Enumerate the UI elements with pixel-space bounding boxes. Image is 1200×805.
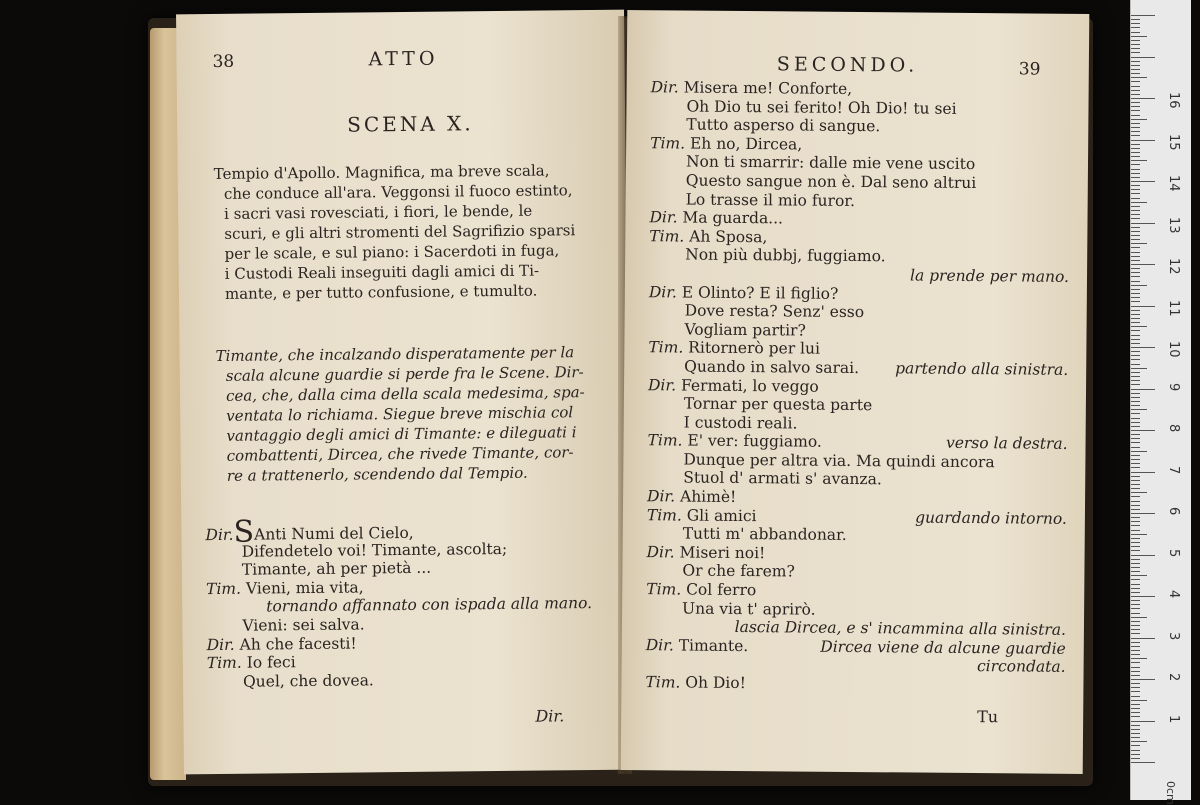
ruler-tick xyxy=(1131,521,1140,522)
running-head: ATTO xyxy=(368,47,439,71)
ruler-tick xyxy=(1131,293,1140,294)
running-head: SECONDO. xyxy=(776,53,919,77)
ruler-tick xyxy=(1131,90,1140,91)
dialogue-text: Col ferro xyxy=(681,580,757,600)
dialogue-text: Difendetelo voi! Timante, ascolta; xyxy=(241,539,508,561)
ruler-tick xyxy=(1131,210,1140,211)
ruler-tick xyxy=(1131,185,1140,186)
ruler-tick xyxy=(1131,156,1140,157)
dialogue-text: Timante, ah per pietà ... xyxy=(241,558,432,579)
ruler-tick xyxy=(1131,401,1140,402)
ruler-tick xyxy=(1131,330,1140,331)
ruler-tick xyxy=(1131,218,1140,219)
dialogue-text: Quando in salvo sarai. xyxy=(684,357,860,377)
ruler-tick xyxy=(1131,98,1155,99)
ruler-tick xyxy=(1131,44,1140,45)
speaker-label: Dir. xyxy=(650,78,679,97)
ruler-tick xyxy=(1131,384,1140,385)
ruler-number: 5 xyxy=(1166,548,1181,557)
ruler-tick xyxy=(1131,725,1140,726)
ruler-tick xyxy=(1131,418,1140,419)
ruler-tick xyxy=(1131,264,1155,265)
ruler-tick xyxy=(1131,393,1140,394)
measurement-ruler xyxy=(1130,0,1191,805)
ruler-tick xyxy=(1131,654,1140,655)
ruler-tick xyxy=(1131,513,1155,514)
dialogue-text: Oh Dio tu sei ferito! Oh Dio! tu sei xyxy=(686,97,957,118)
dialogue-text: Ah Sposa, xyxy=(684,227,768,246)
dialogue-text: Una via t' aprirò. xyxy=(682,599,816,619)
ruler-number: 10 xyxy=(1166,341,1181,358)
ruler-tick xyxy=(1131,206,1140,207)
ruler-tick xyxy=(1131,592,1140,593)
ruler-tick xyxy=(1131,69,1140,70)
speaker-label: Tim. xyxy=(206,653,242,673)
ruler-tick xyxy=(1131,721,1155,722)
stage-line: mante, e per tutto confusione, e tumulto. xyxy=(224,281,538,303)
speaker-label: Dir. xyxy=(647,487,676,506)
ruler-tick xyxy=(1131,758,1140,759)
stage-direction-inline: la prende per mano. xyxy=(909,266,1070,286)
ruler-tick xyxy=(1131,505,1140,506)
ruler-number: 12 xyxy=(1166,258,1181,275)
ruler-tick xyxy=(1131,671,1140,672)
ruler-tick xyxy=(1131,231,1140,232)
ruler-tick xyxy=(1131,285,1147,286)
ruler-tick xyxy=(1131,621,1140,622)
ruler-tick xyxy=(1131,306,1155,307)
stage-line: vantaggio degli amici di Timante: e dileguati i xyxy=(226,423,577,445)
ruler-tick xyxy=(1131,737,1140,738)
ruler-tick xyxy=(1131,314,1140,315)
speaker-label: Dir. xyxy=(649,208,678,227)
stage-direction-inline: partendo alla sinistra. xyxy=(895,359,1069,379)
ruler-tick xyxy=(1131,364,1140,365)
ruler-tick xyxy=(1131,409,1147,410)
catchword: Tu xyxy=(977,707,999,727)
dialogue-text: E Olinto? E il figlio? xyxy=(676,282,839,303)
dialogue-text: Ah che facesti! xyxy=(234,634,357,654)
ruler-tick xyxy=(1131,140,1155,141)
ruler-number: 8 xyxy=(1166,424,1181,433)
ruler-tick xyxy=(1131,152,1140,153)
ruler-tick xyxy=(1131,94,1140,95)
ruler-tick xyxy=(1131,223,1155,224)
stage-direction-inline: guardando intorno. xyxy=(915,508,1067,528)
stage-line: re a trattenerlo, scendendo dal Tempio. xyxy=(226,463,528,485)
stage-direction-inline: circondata. xyxy=(976,657,1066,677)
stage-line: ventata lo richiama. Siegue breve mischia col xyxy=(226,403,574,425)
ruler-tick xyxy=(1131,750,1140,751)
ruler-tick xyxy=(1131,762,1155,763)
ruler-tick xyxy=(1131,202,1147,203)
ruler-tick xyxy=(1131,339,1140,340)
dialogue-text: Miseri noi! xyxy=(674,543,766,563)
ruler-tick xyxy=(1131,177,1140,178)
ruler-tick xyxy=(1131,542,1140,543)
ruler-tick xyxy=(1131,754,1140,755)
ruler-tick xyxy=(1131,459,1140,460)
left-page xyxy=(176,10,632,775)
dialogue-text: Misera me! Conforte, xyxy=(678,78,853,98)
ruler-tick xyxy=(1131,704,1140,705)
ruler-tick xyxy=(1131,617,1147,618)
ruler-tick xyxy=(1131,716,1140,717)
stage-line: cea, che, dalla cima della scala medesima, spa- xyxy=(225,383,585,405)
ruler-tick xyxy=(1131,239,1140,240)
scene-title: SCENA X. xyxy=(347,111,474,137)
ruler-tick xyxy=(1131,708,1140,709)
ruler-tick xyxy=(1131,642,1140,643)
ruler-tick xyxy=(1131,32,1140,33)
ruler-tick xyxy=(1131,347,1155,348)
ruler-tick xyxy=(1131,467,1140,468)
ruler-tick xyxy=(1131,455,1140,456)
ruler-tick xyxy=(1131,579,1140,580)
ruler-tick xyxy=(1131,613,1140,614)
ruler-tick xyxy=(1131,281,1140,282)
drop-cap: S xyxy=(233,514,255,550)
stage-line: i Custodi Reali inseguiti dagli amici di Ti- xyxy=(224,261,540,283)
stage-line: scuri, e gli altri stromenti del Sagrifizio sparsi xyxy=(224,221,576,243)
ruler-tick xyxy=(1131,696,1140,697)
ruler-tick xyxy=(1131,625,1140,626)
ruler-tick xyxy=(1131,426,1140,427)
dialogue-text: Vogliam partir? xyxy=(684,320,806,340)
ruler-tick xyxy=(1131,61,1140,62)
ruler-unit-label: 0cm xyxy=(1164,781,1177,805)
ruler-tick xyxy=(1131,492,1147,493)
catchword: Dir. xyxy=(535,706,565,726)
dialogue-text: E' ver: fuggiamo. xyxy=(682,431,822,451)
ruler-tick xyxy=(1131,243,1147,244)
dialogue-text: Ahimè! xyxy=(675,487,737,507)
ruler-tick xyxy=(1131,463,1140,464)
dialogue-text: Ritornerò per lui xyxy=(683,338,821,359)
ruler-tick xyxy=(1131,252,1140,253)
ruler-tick xyxy=(1131,741,1147,742)
ruler-tick xyxy=(1131,115,1140,116)
ruler-tick xyxy=(1131,318,1140,319)
ruler-tick xyxy=(1131,119,1147,120)
ruler-tick xyxy=(1131,372,1140,373)
ruler-tick xyxy=(1131,301,1140,302)
ruler-tick xyxy=(1131,247,1140,248)
ruler-tick xyxy=(1131,484,1140,485)
ruler-tick xyxy=(1131,555,1155,556)
speaker-label: Tim. xyxy=(205,579,242,598)
dialogue-text: Stuol d' armati s' avanza. xyxy=(683,468,882,489)
dialogue-text: Vieni, mia vita, xyxy=(240,578,364,598)
ruler-tick xyxy=(1131,679,1155,680)
page-number: 38 xyxy=(212,51,235,72)
ruler-tick xyxy=(1131,559,1140,560)
ruler-tick xyxy=(1131,289,1140,290)
ruler-tick xyxy=(1131,550,1140,551)
speaker-label: Dir. xyxy=(645,635,674,655)
dialogue-block xyxy=(645,78,1070,695)
ruler-tick xyxy=(1131,343,1140,344)
ruler-tick xyxy=(1131,430,1155,431)
ruler-tick xyxy=(1131,733,1140,734)
dialogue-text: Or che farem? xyxy=(682,561,795,581)
ruler-number: 4 xyxy=(1166,590,1181,599)
speaker-label: Dir. xyxy=(647,375,677,394)
ruler-tick xyxy=(1131,604,1140,605)
ruler-tick xyxy=(1131,389,1155,390)
dialogue-line xyxy=(207,669,617,692)
ruler-number: 3 xyxy=(1166,631,1181,640)
stage-line: scala alcune guardie si perde fra le Scene. Dir- xyxy=(225,363,584,385)
ruler-number: 11 xyxy=(1166,299,1181,317)
dialogue-text: I custodi reali. xyxy=(683,413,798,433)
ruler-tick xyxy=(1131,127,1140,128)
ruler-tick xyxy=(1131,355,1140,356)
ruler-tick xyxy=(1131,15,1155,16)
ruler-tick xyxy=(1131,413,1140,414)
ruler-tick xyxy=(1131,496,1140,497)
ruler-tick xyxy=(1131,538,1140,539)
ruler-tick xyxy=(1131,268,1140,269)
dialogue-text: Tutto asperso di sangue. xyxy=(686,115,881,136)
speaker-label: Tim. xyxy=(647,431,683,450)
ruler-tick xyxy=(1131,488,1140,489)
dialogue-text: Ma guarda... xyxy=(677,208,784,228)
dialogue-text: Quel, che dovea. xyxy=(242,671,374,691)
stage-direction-inline: verso la destra. xyxy=(945,434,1068,454)
ruler-tick xyxy=(1131,447,1140,448)
ruler-tick xyxy=(1131,297,1140,298)
ruler-tick xyxy=(1131,19,1140,20)
ruler-number: 15 xyxy=(1166,133,1181,151)
stage-direction-action xyxy=(216,342,617,486)
dialogue-text: Oh Dio! xyxy=(680,673,746,693)
ruler-tick xyxy=(1131,376,1140,377)
stage-line: Tempio d'Apollo. Magnifica, ma breve scala, xyxy=(213,161,550,183)
dialogue-text: Tornar per questa parte xyxy=(683,394,873,415)
ruler-number: 9 xyxy=(1166,382,1181,391)
dialogue-text: Dove resta? Senz' esso xyxy=(684,301,865,322)
ruler-tick xyxy=(1131,546,1140,547)
ruler-tick xyxy=(1131,575,1147,576)
ruler-tick xyxy=(1131,517,1140,518)
ruler-number: 7 xyxy=(1166,465,1181,474)
ruler-tick xyxy=(1131,235,1140,236)
ruler-tick xyxy=(1131,646,1140,647)
ruler-tick xyxy=(1131,438,1140,439)
ruler-tick xyxy=(1131,160,1147,161)
ruler-tick xyxy=(1131,472,1155,473)
ruler-tick xyxy=(1131,691,1140,692)
dialogue-line xyxy=(645,673,1065,695)
ruler-tick xyxy=(1131,86,1140,87)
ruler-tick xyxy=(1131,667,1140,668)
ruler-tick xyxy=(1131,102,1140,103)
speaker-label: Tim. xyxy=(646,505,682,525)
speaker-label: Dir. xyxy=(646,543,675,562)
ruler-number: 16 xyxy=(1166,92,1181,109)
ruler-tick xyxy=(1131,476,1140,477)
ruler-tick xyxy=(1131,629,1140,630)
ruler-tick xyxy=(1131,596,1155,597)
ruler-tick xyxy=(1131,181,1155,182)
ruler-tick xyxy=(1131,77,1147,78)
ruler-tick xyxy=(1131,52,1140,53)
ruler-tick xyxy=(1131,687,1140,688)
ruler-tick xyxy=(1131,256,1140,257)
ruler-tick xyxy=(1131,712,1140,713)
ruler-tick xyxy=(1131,638,1155,639)
ruler-tick xyxy=(1131,442,1140,443)
speaker-label: Tim. xyxy=(649,226,685,246)
ruler-tick xyxy=(1131,322,1140,323)
ruler-tick xyxy=(1131,214,1140,215)
stage-direction-inline: lascia Dircea, e s' incammina alla sinistra. xyxy=(734,618,1067,640)
speaker-label: Dir. xyxy=(206,635,235,654)
ruler-tick xyxy=(1131,169,1140,170)
ruler-tick xyxy=(1131,335,1140,336)
speaker-label: Tim. xyxy=(648,338,684,357)
ruler-tick xyxy=(1131,272,1140,273)
ruler-tick xyxy=(1131,110,1140,111)
ruler-tick xyxy=(1131,260,1140,261)
ruler-tick xyxy=(1131,600,1140,601)
ruler-tick xyxy=(1131,662,1140,663)
ruler-tick xyxy=(1131,106,1140,107)
speaker-label: Tim. xyxy=(650,133,686,153)
ruler-tick xyxy=(1131,451,1147,452)
dialogue-text: Lo trasse il mio furor. xyxy=(685,190,856,210)
speaker-label: Tim. xyxy=(646,580,682,599)
ruler-tick xyxy=(1131,650,1140,651)
ruler-number: 14 xyxy=(1166,175,1181,192)
ruler-tick xyxy=(1131,509,1140,510)
ruler-tick xyxy=(1131,73,1140,74)
speaker-label: Dir. xyxy=(648,282,677,301)
ruler-tick xyxy=(1131,480,1140,481)
ruler-tick xyxy=(1131,380,1140,381)
ruler-tick xyxy=(1131,745,1140,746)
ruler-number: 6 xyxy=(1166,507,1181,516)
ruler-tick xyxy=(1131,534,1147,535)
ruler-tick xyxy=(1131,368,1147,369)
ruler-tick xyxy=(1131,633,1140,634)
dialogue-text: Questo sangue non è. Dal seno altrui xyxy=(685,171,977,193)
ruler-tick xyxy=(1131,675,1140,676)
ruler-tick xyxy=(1131,23,1140,24)
ruler-tick xyxy=(1131,359,1140,360)
ruler-tick xyxy=(1131,397,1140,398)
ruler-tick xyxy=(1131,530,1140,531)
ruler-tick xyxy=(1131,700,1147,701)
dialogue-text: tornando affannato con ispada alla mano. xyxy=(266,594,593,616)
right-page xyxy=(621,10,1090,774)
ruler-tick xyxy=(1131,405,1140,406)
ruler-tick xyxy=(1131,584,1140,585)
ruler-tick xyxy=(1131,57,1155,58)
ruler-tick xyxy=(1131,123,1140,124)
stage-direction-inline: Dircea viene da alcune guardie xyxy=(820,637,1066,658)
ruler-tick xyxy=(1131,563,1140,564)
dialogue-text: Gli amici xyxy=(681,506,757,525)
dialogue-block xyxy=(205,514,617,692)
ruler-tick xyxy=(1131,144,1140,145)
ruler-tick xyxy=(1131,326,1147,327)
ruler-tick xyxy=(1131,131,1140,132)
ruler-tick xyxy=(1131,198,1140,199)
ruler-tick xyxy=(1131,48,1140,49)
ruler-tick xyxy=(1131,227,1140,228)
stage-direction-setting xyxy=(214,160,615,304)
ruler-tick xyxy=(1131,683,1140,684)
dialogue-text: Vieni: sei salva. xyxy=(242,615,365,635)
ruler-tick xyxy=(1131,588,1140,589)
stage-line: che conduce all'ara. Veggonsi il fuoco estinto, xyxy=(223,181,573,203)
dialogue-text: Non ti smarrir: dalle mie vene uscito xyxy=(685,152,976,174)
ruler-tick xyxy=(1131,525,1140,526)
stage-line: Timante, che incalzando disperatamente per la xyxy=(215,343,575,365)
page-number: 39 xyxy=(1018,59,1041,80)
ruler-tick xyxy=(1131,148,1140,149)
dialogue-text: Anti Numi del Cielo, xyxy=(253,523,414,544)
stage-line: per le scale, e sul piano: i Sacerdoti in fuga, xyxy=(224,241,560,263)
ruler-tick xyxy=(1131,40,1140,41)
ruler-tick xyxy=(1131,81,1140,82)
dialogue-text: Non più dubbj, fuggiamo. xyxy=(685,245,886,266)
ruler-tick xyxy=(1131,36,1147,37)
ruler-tick xyxy=(1131,567,1140,568)
ruler-tick xyxy=(1131,65,1140,66)
ruler-tick xyxy=(1131,189,1140,190)
ruler-tick xyxy=(1131,729,1140,730)
dialogue-text: Eh no, Dircea, xyxy=(685,134,803,154)
ruler-tick xyxy=(1131,608,1140,609)
ruler-number: 13 xyxy=(1166,216,1181,234)
ruler-tick xyxy=(1131,135,1140,136)
dialogue-text: Fermati, lo veggo xyxy=(676,375,819,396)
dialogue-text: Timante. xyxy=(673,636,749,655)
ruler-tick xyxy=(1131,501,1140,502)
ruler-tick xyxy=(1131,164,1140,165)
ruler-tick xyxy=(1131,422,1140,423)
ruler-tick xyxy=(1131,434,1140,435)
dialogue-text: Io feci xyxy=(241,653,296,672)
ruler-tick xyxy=(1131,571,1140,572)
ruler-tick xyxy=(1131,658,1147,659)
ruler-tick xyxy=(1131,276,1140,277)
stage-line: combattenti, Dircea, che rivede Timante, cor- xyxy=(226,443,574,465)
stage-line: i sacri vasi rovesciati, i fiori, le bende, le xyxy=(224,201,533,223)
ruler-number: 1 xyxy=(1166,714,1181,723)
ruler-tick xyxy=(1131,351,1140,352)
dialogue-text: Tutti m' abbandonar. xyxy=(682,524,847,545)
ruler-tick xyxy=(1131,193,1140,194)
ruler-tick xyxy=(1131,310,1140,311)
ruler-number: 2 xyxy=(1166,673,1181,682)
ruler-tick xyxy=(1131,27,1140,28)
dialogue-text: Dunque per altra via. Ma quindi ancora xyxy=(683,450,995,472)
speaker-label: Dir. xyxy=(205,525,234,545)
speaker-label: Tim. xyxy=(645,673,681,692)
ruler-tick xyxy=(1131,173,1140,174)
